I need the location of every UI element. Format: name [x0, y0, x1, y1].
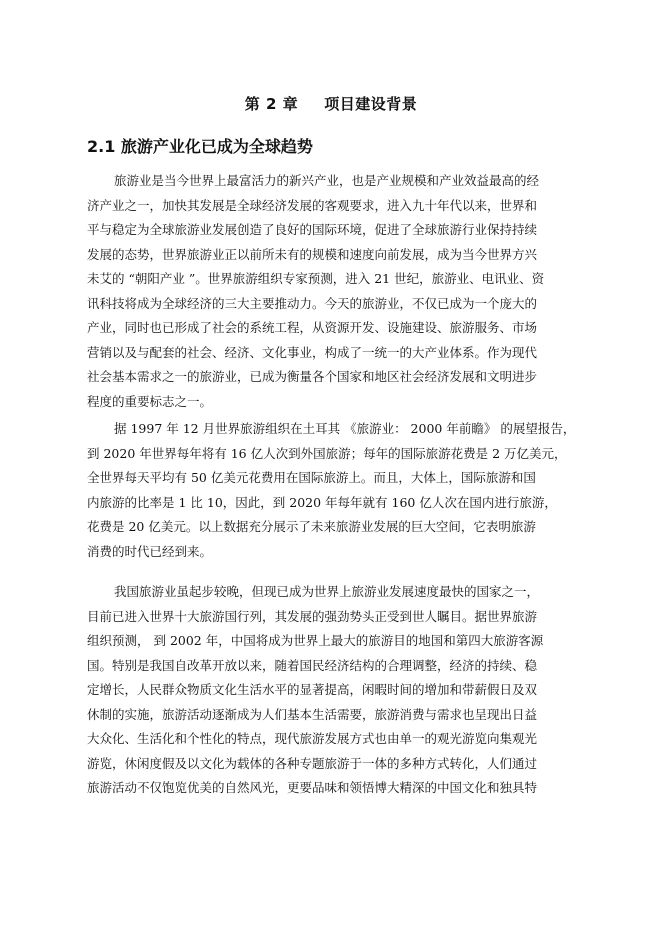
- paragraph-line: 发展的态势，世界旅游业正以前所未有的规模和速度向前发展，成为当今世界方兴: [87, 247, 538, 262]
- paragraph-line: 休制的实施，旅游活动逐渐成为人们基本生活需要，旅游消费与需求也呈现出日益: [87, 707, 538, 722]
- paragraph-line: 产业，同时也已形成了社会的系统工程，从资源开发、设施建设、旅游服务、市场: [87, 320, 538, 335]
- paragraph-line: 花费是 20 亿美元。以上数据充分展示了未来旅游业发展的巨大空间，它表明旅游: [87, 519, 536, 534]
- paragraph-line: 平与稳定为全球旅游业发展创造了良好的国际环境，促进了全球旅游行业保持持续: [87, 222, 538, 237]
- chapter-number: 第 2 章: [244, 95, 299, 113]
- chapter-title: 项目建设背景: [324, 95, 418, 113]
- paragraph-line: 目前已进入世界十大旅游国行列，其发展的强劲势头正受到世人瞩目。据世界旅游: [87, 609, 538, 624]
- paragraph-first-line: 我国旅游业虽起步较晚，但现已成为世界上旅游业发展速度最快的国家之一，: [114, 584, 540, 599]
- paragraph-line: 未艾的 “朝阳产业 ”。世界旅游组织专家预测，进入 21 世纪，旅游业、电讯业、资: [87, 271, 545, 286]
- paragraph-line: 定增长，人民群众物质文化生活水平的显著提高，闲暇时间的增加和带薪假日及双: [87, 682, 538, 697]
- paragraph-line: 全世界每天平均有 50 亿美元花费用在国际旅游上。而且，大体上，国际旅游和国: [87, 470, 536, 485]
- paragraph-line: 内旅游的比率是 1 比 10，因此，到 2020 年每年就有 160 亿人次在国内进行旅游，: [87, 495, 557, 510]
- paragraph-line: 到 2020 年世界每年将有 16 亿人次到外国旅游；每年的国际旅游花费是 2 万亿美元，: [87, 446, 567, 461]
- paragraph-line: 济产业之一，加快其发展是全球经济发展的客观要求，进入九十年代以来，世界和: [87, 198, 538, 213]
- section-heading: 2.1 旅游产业化已成为全球趋势: [87, 137, 313, 156]
- paragraph-line: 旅游活动不仅饱览优美的自然风光，更要品味和领悟博大精深的中国文化和独具特: [87, 780, 538, 795]
- paragraph-line: 大众化、生活化和个性化的特点，现代旅游发展方式也由单一的观光游览向集观光: [87, 731, 538, 746]
- paragraph-line: 游览，休闲度假及以文化为载体的各种专题旅游于一体的多种方式转化，人们通过: [87, 756, 538, 771]
- paragraph-line: 国。特别是我国自改革开放以来，随着国民经济结构的合理调整，经济的持续、稳: [87, 658, 538, 673]
- paragraph-line: 消费的时代已经到来。: [87, 544, 213, 559]
- paragraph-line: 讯科技将成为全球经济的三大主要推动力。今天的旅游业，不仅已成为一个庞大的: [87, 296, 538, 311]
- paragraph-line: 组织预测， 到 2002 年，中国将成为世界上最大的旅游目的地国和第四大旅游客源: [87, 633, 544, 648]
- paragraph-first-line: 旅游业是当今世界上最富活力的新兴产业，也是产业规模和产业效益最高的经: [114, 173, 540, 188]
- paragraph-line: 营销以及与配套的社会、经济、文化事业，构成了一统一的大产业体系。作为现代: [87, 345, 538, 360]
- chapter-heading: [0, 93, 662, 114]
- paragraph-line: 程度的重要标志之一。: [87, 394, 213, 409]
- paragraph-line: 社会基本需求之一的旅游业，已成为衡量各个国家和地区社会经济发展和文明进步: [87, 369, 538, 384]
- paragraph-first-line: 据 1997 年 12 月世界旅游组织在土耳其 《旅游业： 2000 年前瞻》 的展望报告，: [114, 421, 576, 436]
